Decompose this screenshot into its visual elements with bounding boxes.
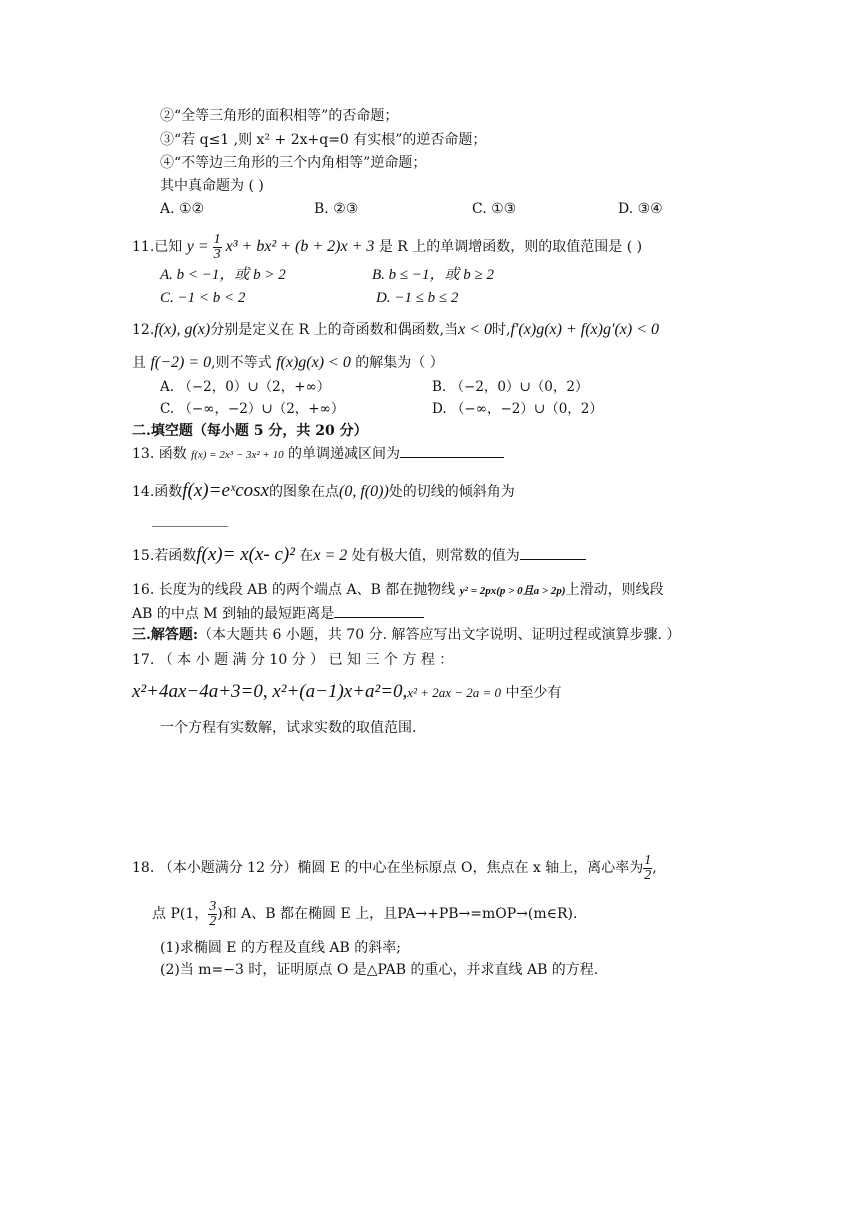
q10-item-2: ②“全等三角形的面积相等”的否命题； <box>160 108 399 124</box>
q13-answer-blank <box>400 443 504 458</box>
q14-answer-blank <box>152 512 228 533</box>
q11-option-d: D. −1 ≤ b ≤ 2 <box>376 290 459 306</box>
q16-line-1: 16. 长度为的线段 AB 的两个端点 A、B 都在抛物线 y² = 2px(p > 0且a > 2p)上滑动，则线段 <box>132 582 664 598</box>
q18-line-2: 点 P(1， $\frac{3}{2}$ )和 A、B 都在椭圆 E 上，且PA→+PB→=mOP→(m∈R). <box>152 898 578 929</box>
q10-prompt: 其中真命题为 ( ) <box>160 178 264 194</box>
q11-option-c: C. −1 < b < 2 <box>160 290 246 306</box>
q10-item-4: ④“不等边三角形的三个内角相等”逆命题； <box>160 155 427 171</box>
q11-option-b: B. b ≤ −1，或 b ≥ 2 <box>372 267 494 283</box>
q12-line-2: 且 f(−2) = 0,则不等式 f(x)g(x) < 0 的解集为（ ） <box>132 354 444 371</box>
q12-option-b: B. （−2，0）∪（0，2） <box>432 379 589 395</box>
q18-sub-1: (1)求椭圆 E 的方程及直线 AB 的斜率; <box>160 940 401 956</box>
q10-option-a: A. ①② <box>160 201 205 217</box>
q10-option-d: D. ③④ <box>618 201 663 217</box>
q12-option-d: D. （−∞，−2）∪（0，2） <box>432 401 603 417</box>
q17-line-3: 一个方程有实数解，试求实数的取值范围. <box>160 720 417 736</box>
q11-number: 11.已知 <box>132 239 183 255</box>
q18-line-1: 18. （本小题满分 12 分）椭圆 E 的中心在坐标原点 O，焦点在 x 轴上，离心率为 $\frac{1}{2}$ , <box>132 852 657 883</box>
q11-option-a: A. b < −1，或 b > 2 <box>160 267 286 283</box>
q10-option-b: B. ②③ <box>314 201 359 217</box>
q17-equations: x²+4ax−4a+3=0, x²+(a−1)x+a²=0,x² + 2ax − 2a = 0 中至少有 <box>132 681 562 702</box>
q10-option-c: C. ①③ <box>472 201 517 217</box>
q15-answer-blank <box>520 545 586 560</box>
q12-option-c: C. （−∞，−2）∪（2，+∞） <box>160 401 345 417</box>
section-3-heading: 三.解答题:（本大题共 6 小题，共 70 分. 解答应写出文字说明、证明过程或演算步骤. ） <box>132 627 681 643</box>
q11-stem-line <box>132 230 642 264</box>
section-2-heading: 二.填空题（每小题 5 分，共 20 分） <box>132 423 368 439</box>
q12-option-a: A. （−2，0）∪（2，+∞） <box>160 379 331 395</box>
q18-sub-2: (2)当 m=−3 时，证明原点 O 是△PAB 的重心，并求直线 AB 的方程. <box>160 962 599 978</box>
q14: 14.函数f(x)=eˣcosx的图象在点(0, f(0))处的切线的倾斜角为 <box>132 480 515 501</box>
q16-answer-blank <box>334 603 424 618</box>
q11-fraction: $\frac{1}{3}$ <box>213 231 221 262</box>
q10-item-3: ③“若 q≤1 ,则 x² + 2x+q=0 有实根”的逆否命题； <box>160 132 487 148</box>
q11-formula: y = $\frac{1}{3}$ x³ + bx² + (b + 2)x + 3 <box>186 231 375 262</box>
q18-eccentricity-fraction: $\frac{1}{2}$ <box>644 852 652 883</box>
q16-line-2: AB 的中点 M 到轴的最短距离是 <box>132 603 424 624</box>
q15: 15.若函数f(x)= x(x- c)² 在x = 2 处有极大值，则常数的值为 <box>132 541 586 569</box>
q12-line-1: 12.f(x), g(x)分别是定义在 R 上的奇函数和偶函数,当x < 0时,f′(x)g(x) + f(x)g′(x) < 0 <box>132 321 659 338</box>
q13: 13. 函数 f(x) = 2x³ − 3x² + 10 的单调递减区间为 <box>132 443 504 465</box>
q18-point-fraction: $\frac{3}{2}$ <box>209 898 217 929</box>
q11-stem: 是 R 上的单调增函数，则的取值范围是 ( ) <box>378 239 643 255</box>
q17-header: 17. （ 本 小 题 满 分 10 分 ） 已 知 三 个 方 程 ： <box>132 652 454 668</box>
